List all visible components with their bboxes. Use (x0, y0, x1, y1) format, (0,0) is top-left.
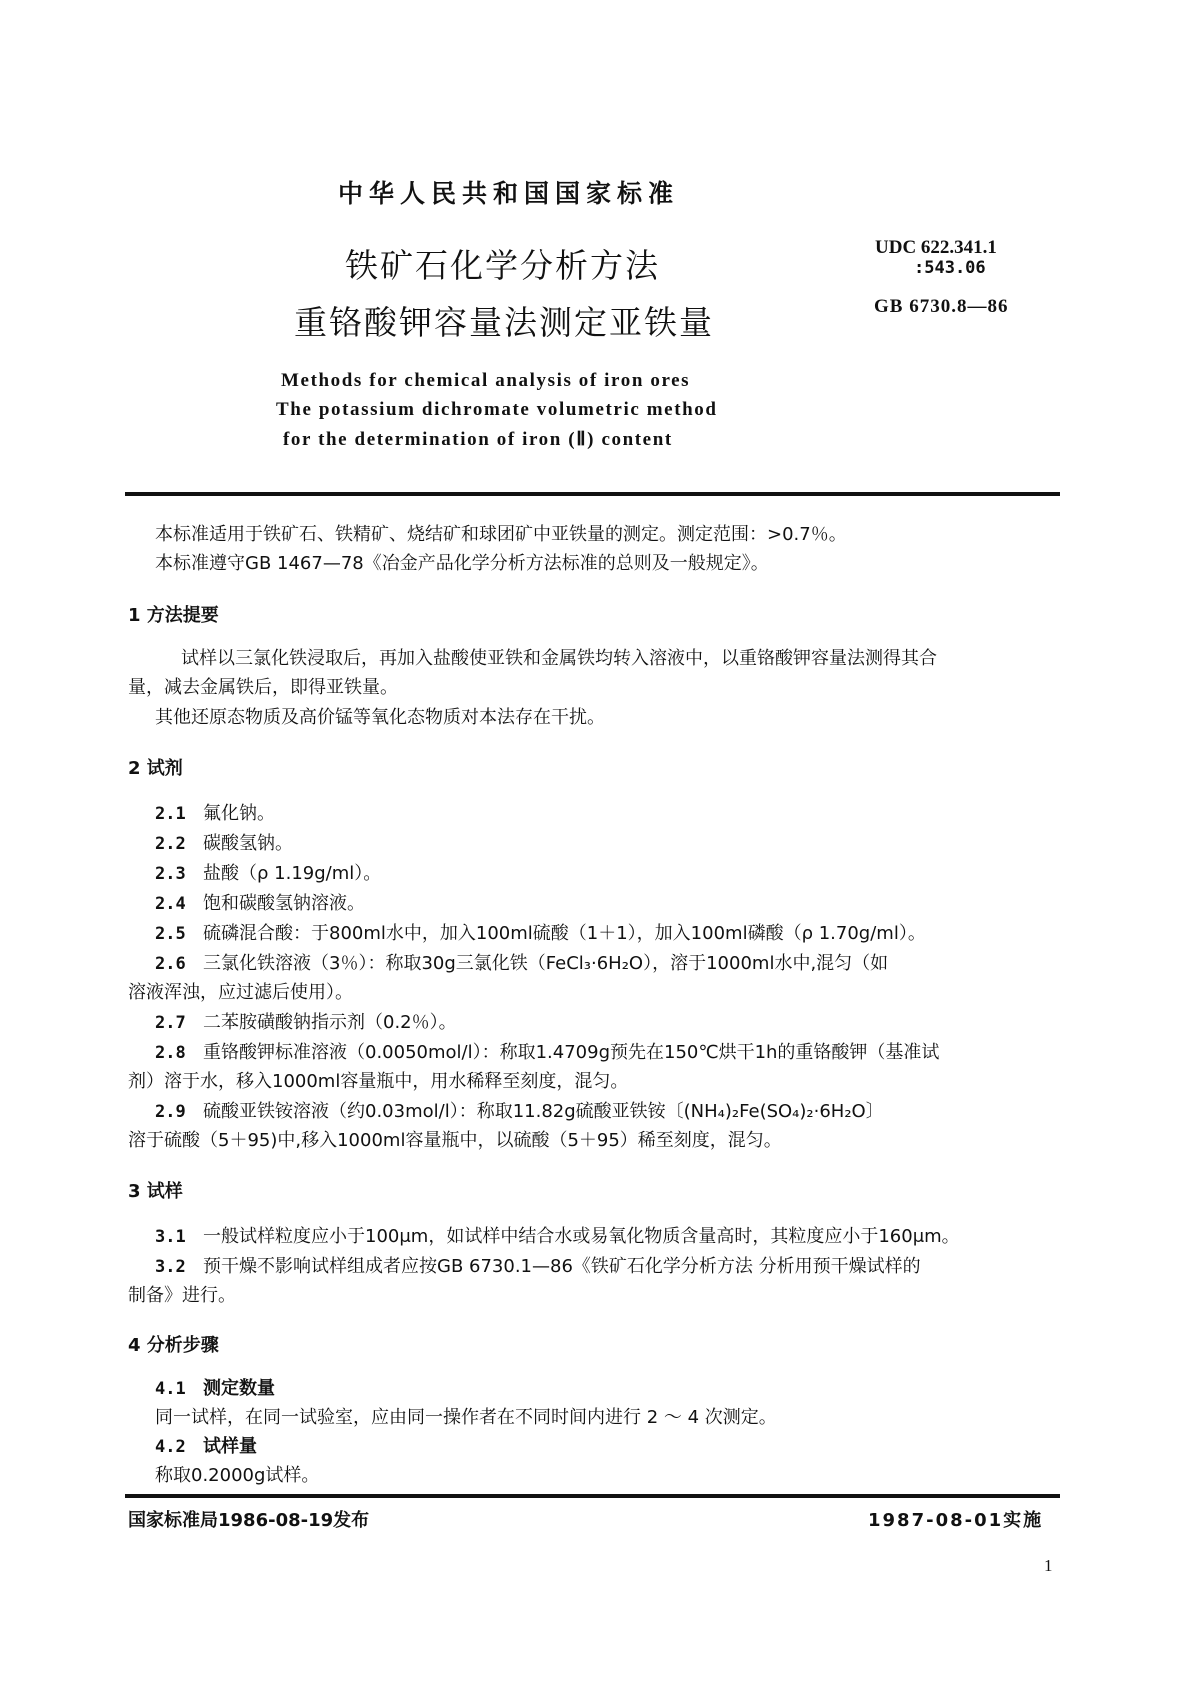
document-title-line2: 重铬酸钾容量法测定亚铁量 (294, 303, 714, 342)
item-number: 3.1 (155, 1227, 186, 1247)
item-text: 三氯化铁溶液（3％）：称取30g三氯化铁（FeCl₃·6H₂O），溶于1000ml水中,混匀（如 (203, 953, 889, 974)
sample-item (155, 1222, 960, 1248)
reagent-item (155, 1097, 884, 1123)
item-text: 二苯胺磺酸钠指示剂（0.2％）。 (203, 1012, 457, 1033)
reagent-item (155, 919, 926, 945)
section-1-heading: 1 方法提要 (128, 605, 219, 626)
procedure-subheading (155, 1374, 275, 1400)
gb-standard-number: GB 6730.8—86 (874, 296, 1009, 317)
item-text: 硫酸亚铁铵溶液（约0.03mol/l）：称取11.82g硫酸亚铁铵〔(NH₄)₂Fe(SO₄)₂·6H₂O〕 (203, 1101, 884, 1122)
item-number: 2.1 (155, 804, 186, 824)
sample-item-cont: 制备》进行。 (128, 1285, 236, 1306)
intro-scope: 本标准适用于铁矿石、铁精矿、烧结矿和球团矿中亚铁量的测定。测定范围：>0.7％。 (155, 524, 847, 545)
footer-rule (125, 1494, 1060, 1498)
item-text: 盐酸（ρ 1.19g/ml）。 (203, 863, 382, 884)
item-text: 氟化钠。 (203, 803, 275, 824)
reagent-item (155, 1008, 457, 1034)
procedure-text: 称取0.2000g试样。 (155, 1465, 320, 1486)
procedure-text: 同一试样，在同一试验室，应由同一操作者在不同时间内进行 2 ～ 4 次测定。 (155, 1407, 777, 1428)
procedure-subheading (155, 1432, 257, 1458)
item-number: 2.8 (155, 1043, 186, 1063)
item-number: 2.5 (155, 924, 186, 944)
intro-compliance: 本标准遵守GB 1467—78《冶金产品化学分析方法标准的总则及一般规定》。 (155, 553, 769, 574)
issue-date: 国家标准局1986-08-19发布 (128, 1510, 370, 1531)
item-number: 2.9 (155, 1102, 186, 1122)
item-title: 试样量 (203, 1436, 257, 1457)
item-number: 2.2 (155, 834, 186, 854)
english-title-line1: Methods for chemical analysis of iron ores (281, 370, 691, 391)
reagent-item (155, 1038, 939, 1064)
item-number: 3.2 (155, 1257, 186, 1277)
reagent-item (155, 889, 365, 915)
reagent-item-cont: 溶液浑浊，应过滤后使用）。 (128, 982, 353, 1003)
reagent-item (155, 949, 888, 975)
item-text: 碳酸氢钠。 (203, 833, 293, 854)
item-number: 2.3 (155, 864, 186, 884)
english-title-line3: for the determination of iron (Ⅱ) content (283, 429, 673, 450)
udc-code-continued: :543.06 (914, 258, 986, 278)
section-1-interference-note: 其他还原态物质及高价锰等氧化态物质对本法存在干扰。 (155, 707, 605, 728)
national-standard-heading: 中华人民共和国国家标准 (338, 179, 680, 208)
document-title-line1: 铁矿石化学分析方法 (345, 246, 660, 285)
section-1-paragraph: 试样以三氯化铁浸取后，再加入盐酸使亚铁和金属铁均转入溶液中，以重铬酸钾容量法测得其合 (181, 648, 937, 669)
item-text: 预干燥不影响试样组成者应按GB 6730.1—86《铁矿石化学分析方法 分析用预干燥试样的 (203, 1256, 921, 1277)
reagent-item (155, 859, 381, 885)
udc-code: UDC 622.341.1 (875, 237, 997, 258)
reagent-item (155, 829, 293, 855)
effective-date: 1987-08-01实施 (868, 1510, 1044, 1531)
item-number: 4.2 (155, 1437, 186, 1457)
item-number: 2.6 (155, 954, 186, 974)
item-text: 重铬酸钾标准溶液（0.0050mol/l）：称取1.4709g预先在150℃烘干1h的重铬酸钾（基准试 (203, 1042, 940, 1063)
item-number: 4.1 (155, 1379, 186, 1399)
english-title-line2: The potassium dichromate volumetric method (276, 399, 718, 420)
item-text: 一般试样粒度应小于100μm，如试样中结合水或易氧化物质含量高时，其粒度应小于160μm。 (203, 1226, 960, 1247)
item-text: 硫磷混合酸：于800ml水中，加入100ml硫酸（1＋1），加入100ml磷酸（ρ 1.70g/ml）。 (203, 923, 926, 944)
reagent-item (155, 799, 275, 825)
item-number: 2.7 (155, 1013, 186, 1033)
item-number: 2.4 (155, 894, 186, 914)
reagent-item-cont: 剂）溶于水，移入1000ml容量瓶中，用水稀释至刻度，混匀。 (128, 1071, 629, 1092)
section-3-heading: 3 试样 (128, 1181, 183, 1202)
sample-item (155, 1252, 921, 1278)
item-text: 饱和碳酸氢钠溶液。 (203, 893, 365, 914)
item-title: 测定数量 (203, 1378, 275, 1399)
section-2-heading: 2 试剂 (128, 758, 183, 779)
reagent-item-cont: 溶于硫酸（5＋95)中,移入1000ml容量瓶中，以硫酸（5＋95）稀至刻度，混匀。 (128, 1130, 782, 1151)
page-number: 1 (1044, 1556, 1053, 1575)
section-1-paragraph-cont: 量，减去金属铁后，即得亚铁量。 (128, 677, 398, 698)
header-rule (125, 492, 1060, 496)
section-4-heading: 4 分析步骤 (128, 1335, 219, 1356)
